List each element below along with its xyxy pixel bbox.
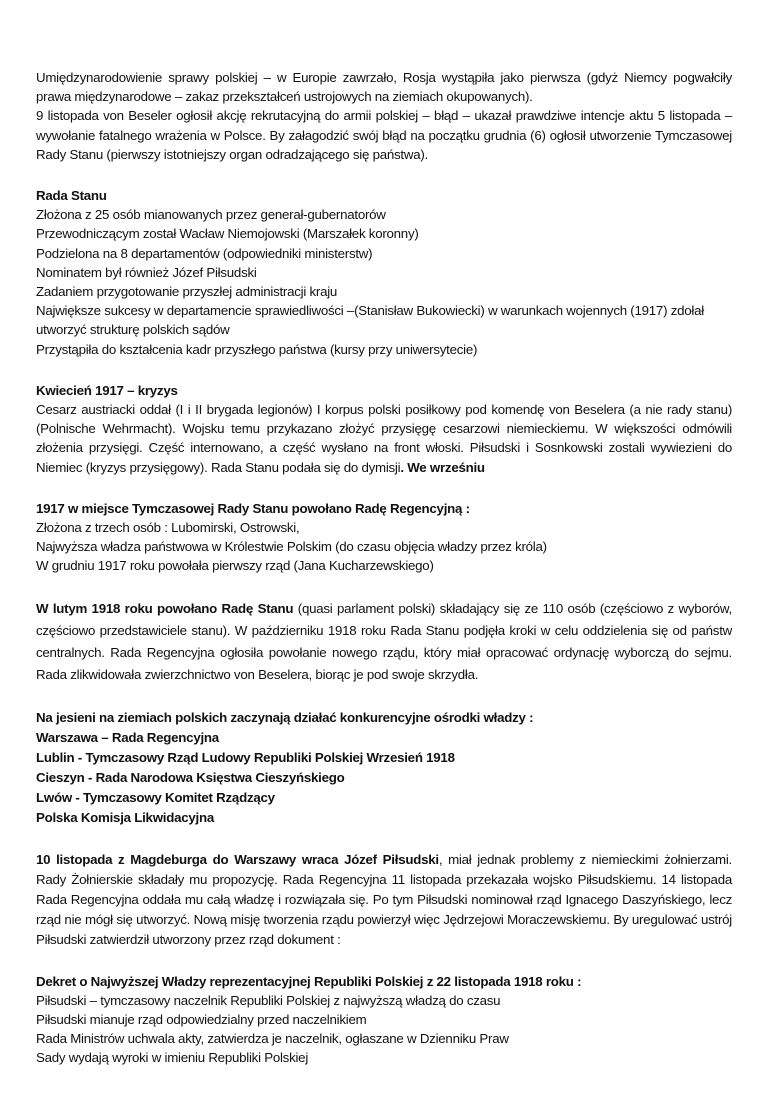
section-osrodki [36,708,732,828]
section-heading: Na jesieni na ziemiach polskich zaczynają działać konkurencyjne ośrodki władzy : [36,709,534,725]
intro-paragraph-1: Umiędzynarodowienie sprawy polskiej – w Europie zawrzało, Rosja wystąpiła jako pierwsza (gdyż Niemcy pogwałciły prawa międzynarodowe – zakaz przekształceń ustrojowych na ziemiach okupowanych). [36,70,732,105]
section-kryzys [36,381,732,477]
luty-bold-lead: W lutym 1918 roku powołano Radę Stanu [36,600,294,616]
spacer [36,950,732,972]
kryzys-bold-tail: . We wrześniu [400,459,485,475]
section-listopad [36,850,732,950]
list-item: Podzielona na 8 departamentów (odpowiedniki ministerstw) [36,245,373,261]
luty-body: (quasi parlament polski) składający się ze 110 osób (częściowo z wyborów, częściowo przedstawiciele stanu). W październiku 1918 roku Rada Stanu podjęła kroki w celu oddzielenia się od państw centralnych. Rada Regencyjna ogłosiła powołanie nowego rządu, który miał opracować ordynację wyborczą do sejmu. Rada zlikwidowała zwierzchnictwo von Beselera, biorąc je pod swoje skrzydła. [36,600,732,682]
kryzys-paragraph [36,400,732,477]
list-item: Polska Komisja Likwidacyjna [36,809,215,825]
listopad-paragraph [36,850,732,950]
section-dekret [36,972,732,1068]
luty-paragraph [36,598,732,686]
spacer [36,359,732,381]
listopad-bold-lead: 10 listopada z Magdeburga do Warszawy wraca Józef Piłsudski [36,851,439,867]
spacer [36,576,732,598]
intro-paragraph-2: 9 listopada von Beseler ogłosił akcję rekrutacyjną do armii polskiej – błąd – ukazał prawdziwe intencje aktu 5 listopada – wywołanie fatalnego wrażenia w Polsce. By załagodzić swój błąd na początku grudnia (6) ogłosił utworzenie Tymczasowej Rady Stanu (pierwszy istotniejszy organ odradzającego się państwa). [36,108,732,162]
spacer [36,164,732,186]
spacer [36,686,732,708]
list-item: Rada Ministrów uchwala akty, zatwierdza je naczelnik, ogłaszane w Dzienniku Praw [36,1031,509,1047]
list-item: Największe sukcesy w departamencie sprawiedliwości –(Stanisław Bukowiecki) w warunkach wojennych (1917) zdołał utworzyć strukturę polskich sądów [36,303,704,338]
list-item: Warszawa – Rada Regencyjna [36,729,219,745]
list-item: W grudniu 1917 roku powołała pierwszy rząd (Jana Kucharzewskiego) [36,558,434,574]
list-item: Lublin - Tymczasowy Rząd Ludowy Republiki Polskiej Wrzesień 1918 [36,749,455,765]
section-heading: Dekret o Najwyższej Władzy reprezentacyjnej Republiki Polskiej z 22 listopada 1918 roku : [36,973,582,989]
listopad-body: , miał jednak problemy z niemieckimi żołnierzami. Rady Żołnierskie składały mu propozycję. Rada Regencyjna 11 listopada przekazała wojsko Piłsudskiemu. 14 listopada Rada Regencyjna oddała mu całą władzę i rozwiązała się. Po tym Piłsudski nominował rząd Ignacego Daszyńskiego, lecz rząd nie mógł się utworzyć. Nową misję tworzenia rządu powierzył więc Jędrzejowi Moraczewskiemu. By uregulować ustrój Piłsudski zatwierdził utworzony przez rząd dokument : [36,851,733,947]
list-item: Przewodniczącym został Wacław Niemojowski (Marszałek koronny) [36,226,419,242]
list-item: Cieszyn - Rada Narodowa Księstwa Cieszyńskiego [36,769,345,785]
section-heading: Rada Stanu [36,188,107,204]
section-heading: 1917 w miejsce Tymczasowej Rady Stanu powołano Radę Regencyjną : [36,500,470,516]
list-item: Przystąpiła do kształcenia kadr przyszłego państwa (kursy przy uniwersytecie) [36,341,478,357]
list-item: Zadaniem przygotowanie przyszłej administracji kraju [36,284,338,300]
document-page [36,68,732,1068]
list-item: Piłsudski – tymczasowy naczelnik Republiki Polskiej z najwyższą władzą do czasu [36,992,501,1008]
section-rada-stanu [36,186,732,359]
list-item: Piłsudski mianuje rząd odpowiedzialny przed naczelnikiem [36,1012,367,1028]
section-luty-1918 [36,598,732,686]
spacer [36,828,732,850]
list-item: Złożona z trzech osób : Lubomirski, Ostrowski, [36,520,300,536]
list-item: Nominatem był również Józef Piłsudski [36,264,257,280]
list-item: Złożona z 25 osób mianowanych przez generał-gubernatorów [36,207,386,223]
list-item: Sady wydają wyroki w imieniu Republiki Polskiej [36,1050,309,1066]
section-heading: Kwiecień 1917 – kryzys [36,382,178,398]
spacer [36,477,732,499]
list-item: Lwów - Tymczasowy Komitet Rządzący [36,789,275,805]
section-rada-regencyjna [36,499,732,576]
list-item: Najwyższa władza państwowa w Królestwie Polskim (do czasu objęcia władzy przez króla) [36,539,547,555]
kryzys-body: Cesarz austriacki oddał (I i II brygada legionów) I korpus polski posiłkowy pod komendę von Beselera (a nie rady stanu) (Polnische Wehrmacht). Wojsku temu przykazano złożyć przysięgę cesarzowi niemieckiemu. W większości odmówili złożenia przysięgi. Część internowano, a część wysłano na front włoski. Piłsudski i Sosnkowski zostali wywiezieni do Niemiec (kryzys przysięgowy). Rada Stanu podała się do dymisji [36,402,732,475]
